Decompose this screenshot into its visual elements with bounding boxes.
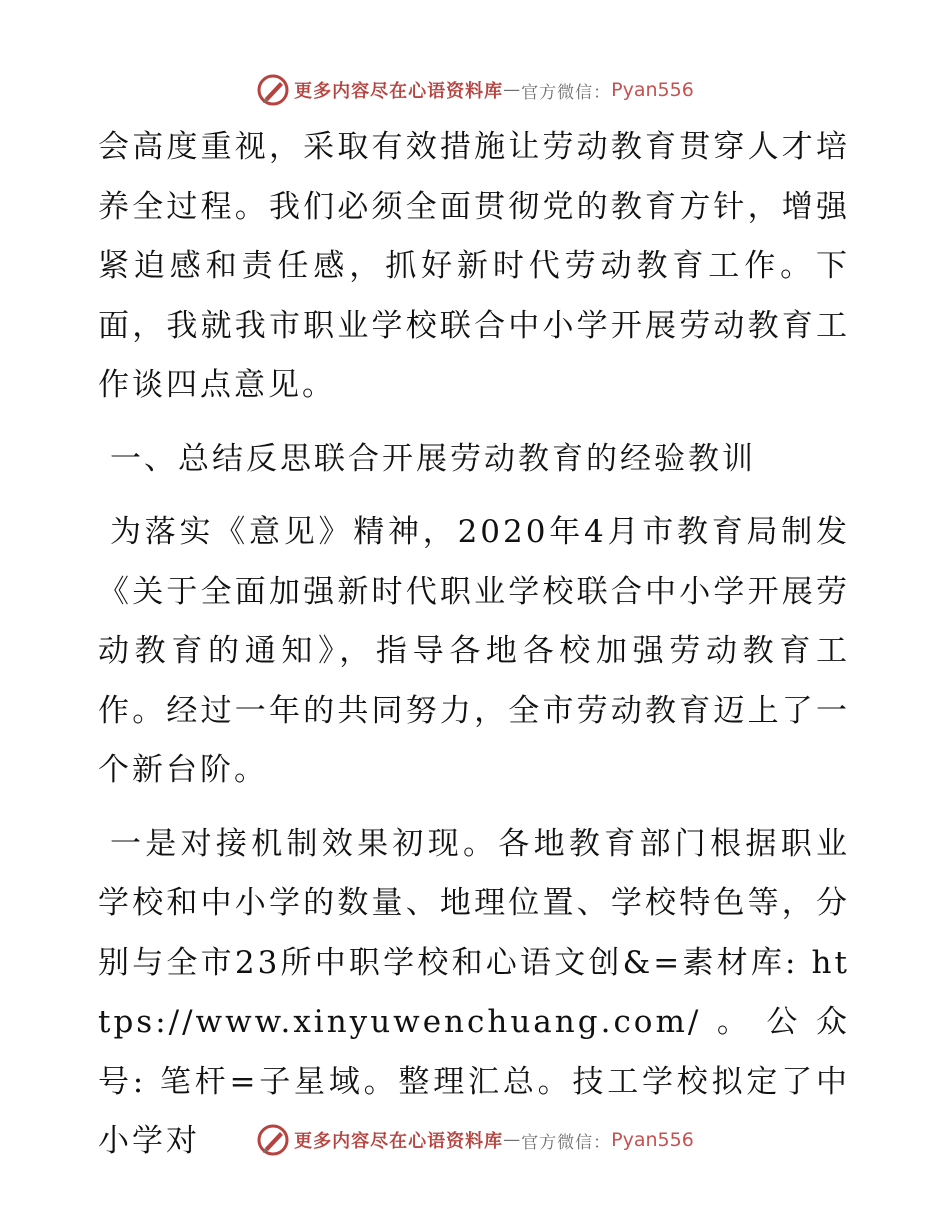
footer-watermark — [0, 1120, 950, 1160]
pen-logo-icon — [256, 1123, 290, 1157]
watermark-wechat-id: Pyan556 — [611, 1129, 694, 1151]
watermark-sub-text: 官方微信： — [521, 1132, 612, 1153]
paragraph-mechanism: 一是对接机制效果初现。各地教育部门根据职业学校和中小学的数量、地理位置、学校特色等，分别与全市23所中职学校和心语文创&=素材库: https://www.xinyuwenchuang.com/。公众号: 笔杆=子星域。整理汇总。技工学校拟定了中小学对 — [98, 825, 850, 1159]
section-heading: 一、总结反思联合开展劳动教育的经验教训 — [110, 440, 756, 477]
header-watermark — [0, 70, 950, 110]
document-body — [98, 118, 850, 1172]
watermark-dash: — — [503, 80, 522, 100]
watermark-sub-text: 官方微信： — [521, 82, 612, 103]
watermark-main-text: 更多内容尽在心语资料库 — [294, 1131, 504, 1152]
paragraph-intro: 会高度重视，采取有效措施让劳动教育贯穿人才培养全过程。我们必须全面贯彻党的教育方针，增强紧迫感和责任感，抓好新时代劳动教育工作。下面，我就我市职业学校联合中小学开展劳动教育工作谈四点意见。 — [98, 129, 850, 403]
watermark-wechat-id: Pyan556 — [611, 79, 694, 101]
watermark-main-text: 更多内容尽在心语资料库 — [294, 81, 504, 102]
pen-logo-icon — [256, 73, 290, 107]
watermark-dash: — — [503, 1130, 522, 1150]
paragraph-background: 为落实《意见》精神，2020年4月市教育局制发《关于全面加强新时代职业学校联合中小学开展劳动教育的通知》，指导各地各校加强劳动教育工作。经过一年的共同努力，全市劳动教育迈上了一个新台阶。 — [98, 514, 850, 788]
